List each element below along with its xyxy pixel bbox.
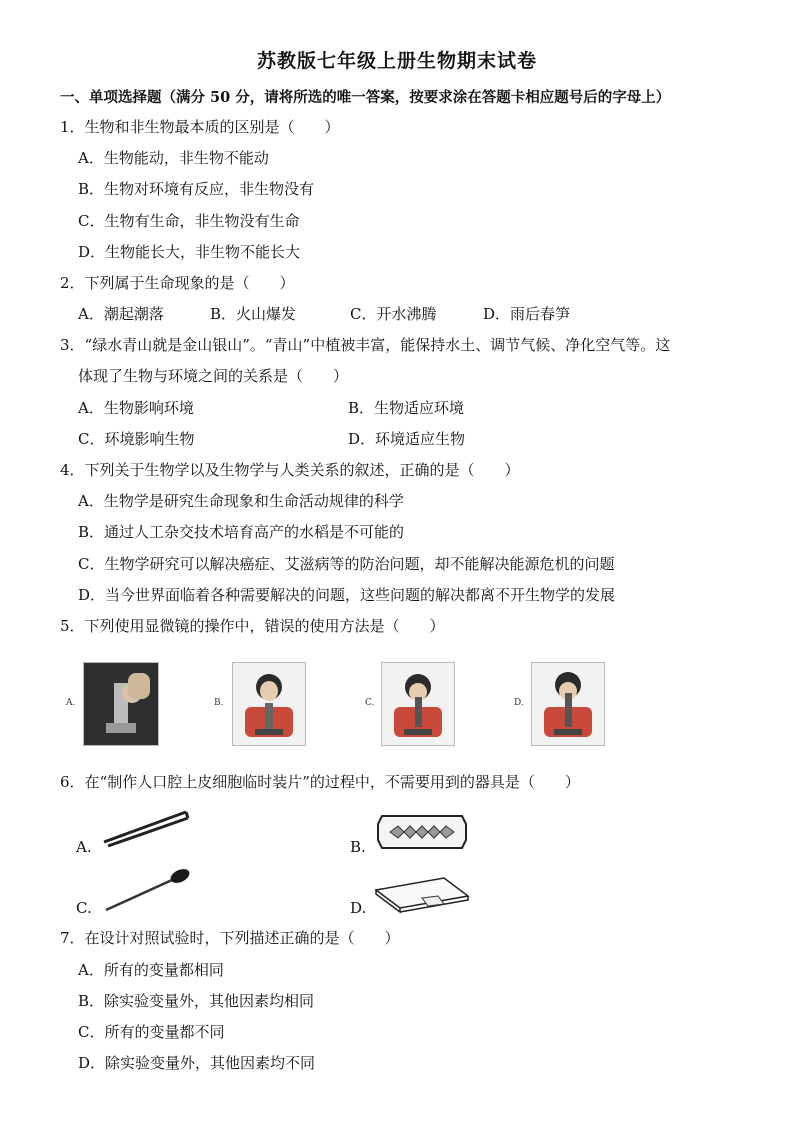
question-1-option-b: B．生物对环境有反应，非生物没有 (78, 180, 315, 198)
question-1-option-c: C．生物有生命，非生物没有生命 (78, 212, 300, 230)
dropper-icon (102, 866, 194, 912)
razor-blade-icon (376, 812, 468, 852)
question-1-stem: 1．生物和非生物最本质的区别是（ ） (60, 118, 340, 136)
question-3-option-c: C．环境影响生物 (78, 430, 195, 448)
question-6-label-c: C. (76, 899, 92, 917)
question-3-option-b: B．生物适应环境 (348, 399, 465, 417)
question-2-option-c: C．开水沸腾 (350, 305, 437, 323)
question-6-stem: 6．在“制作人口腔上皮细胞临时装片”的过程中，不需要用到的器具是（ ） (60, 773, 580, 791)
question-4-option-c: C．生物学研究可以解决癌症、艾滋病等的防治问题，却不能解决能源危机的问题 (78, 555, 615, 573)
microscope-photo-a (83, 662, 159, 746)
section-heading: 一、单项选择题（满分 50 分，请将所选的唯一答案，按要求涂在答题卡相应题号后的字母上） (60, 89, 671, 106)
question-5-label-a: A. (66, 698, 76, 708)
question-6-label-d: D. (350, 899, 367, 917)
question-5-stem: 5．下列使用显微镜的操作中，错误的使用方法是（ ） (60, 617, 445, 635)
question-2-option-d: D．雨后春笋 (483, 305, 571, 323)
question-7-option-b: B．除实验变量外，其他因素均相同 (78, 992, 315, 1010)
question-3-stem-continued: 体现了生物与环境之间的关系是（ ） (78, 367, 349, 385)
question-7-stem: 7．在设计对照试验时，下列描述正确的是（ ） (60, 929, 400, 947)
microscope-photo-b (232, 662, 306, 746)
question-3-stem: 3．“绿水青山就是金山银山”。“青山”中植被丰富，能保持水土、调节气候、净化空气等。这 (60, 336, 671, 354)
microscope-photo-c (381, 662, 455, 746)
question-4-option-b: B．通过人工杂交技术培育高产的水稻是不可能的 (78, 523, 405, 541)
glass-slide-icon (374, 876, 470, 914)
question-2-option-b: B．火山爆发 (210, 305, 297, 323)
question-3-option-a: A．生物影响环境 (78, 399, 194, 417)
question-6-label-a: A. (76, 838, 92, 856)
question-5-label-c: C. (365, 698, 375, 708)
question-7-option-c: C．所有的变量都不同 (78, 1023, 225, 1041)
question-7-option-a: A．所有的变量都相同 (78, 961, 224, 979)
question-2-option-a: A．潮起潮落 (78, 305, 164, 323)
question-4-stem: 4．下列关于生物学以及生物学与人类关系的叙述，正确的是（ ） (60, 461, 520, 479)
page-title: 苏教版七年级上册生物期末试卷 (256, 50, 537, 72)
question-4-option-d: D．当今世界面临着各种需要解决的问题，这些问题的解决都离不开生物学的发展 (78, 586, 616, 604)
question-4-option-a: A．生物学是研究生命现象和生命活动规律的科学 (78, 492, 404, 510)
question-1-option-a: A．生物能动，非生物不能动 (78, 149, 269, 167)
question-7-option-d: D．除实验变量外，其他因素均不同 (78, 1054, 316, 1072)
question-5-label-d: D. (514, 698, 524, 708)
microscope-photo-d (531, 662, 605, 746)
question-3-option-d: D．环境适应生物 (348, 430, 466, 448)
question-6-label-b: B. (350, 838, 366, 856)
question-2-stem: 2．下列属于生命现象的是（ ） (60, 274, 295, 292)
question-5-label-b: B. (214, 698, 224, 708)
tweezers-icon (100, 808, 190, 848)
question-1-option-d: D．生物能长大，非生物不能长大 (78, 243, 301, 261)
